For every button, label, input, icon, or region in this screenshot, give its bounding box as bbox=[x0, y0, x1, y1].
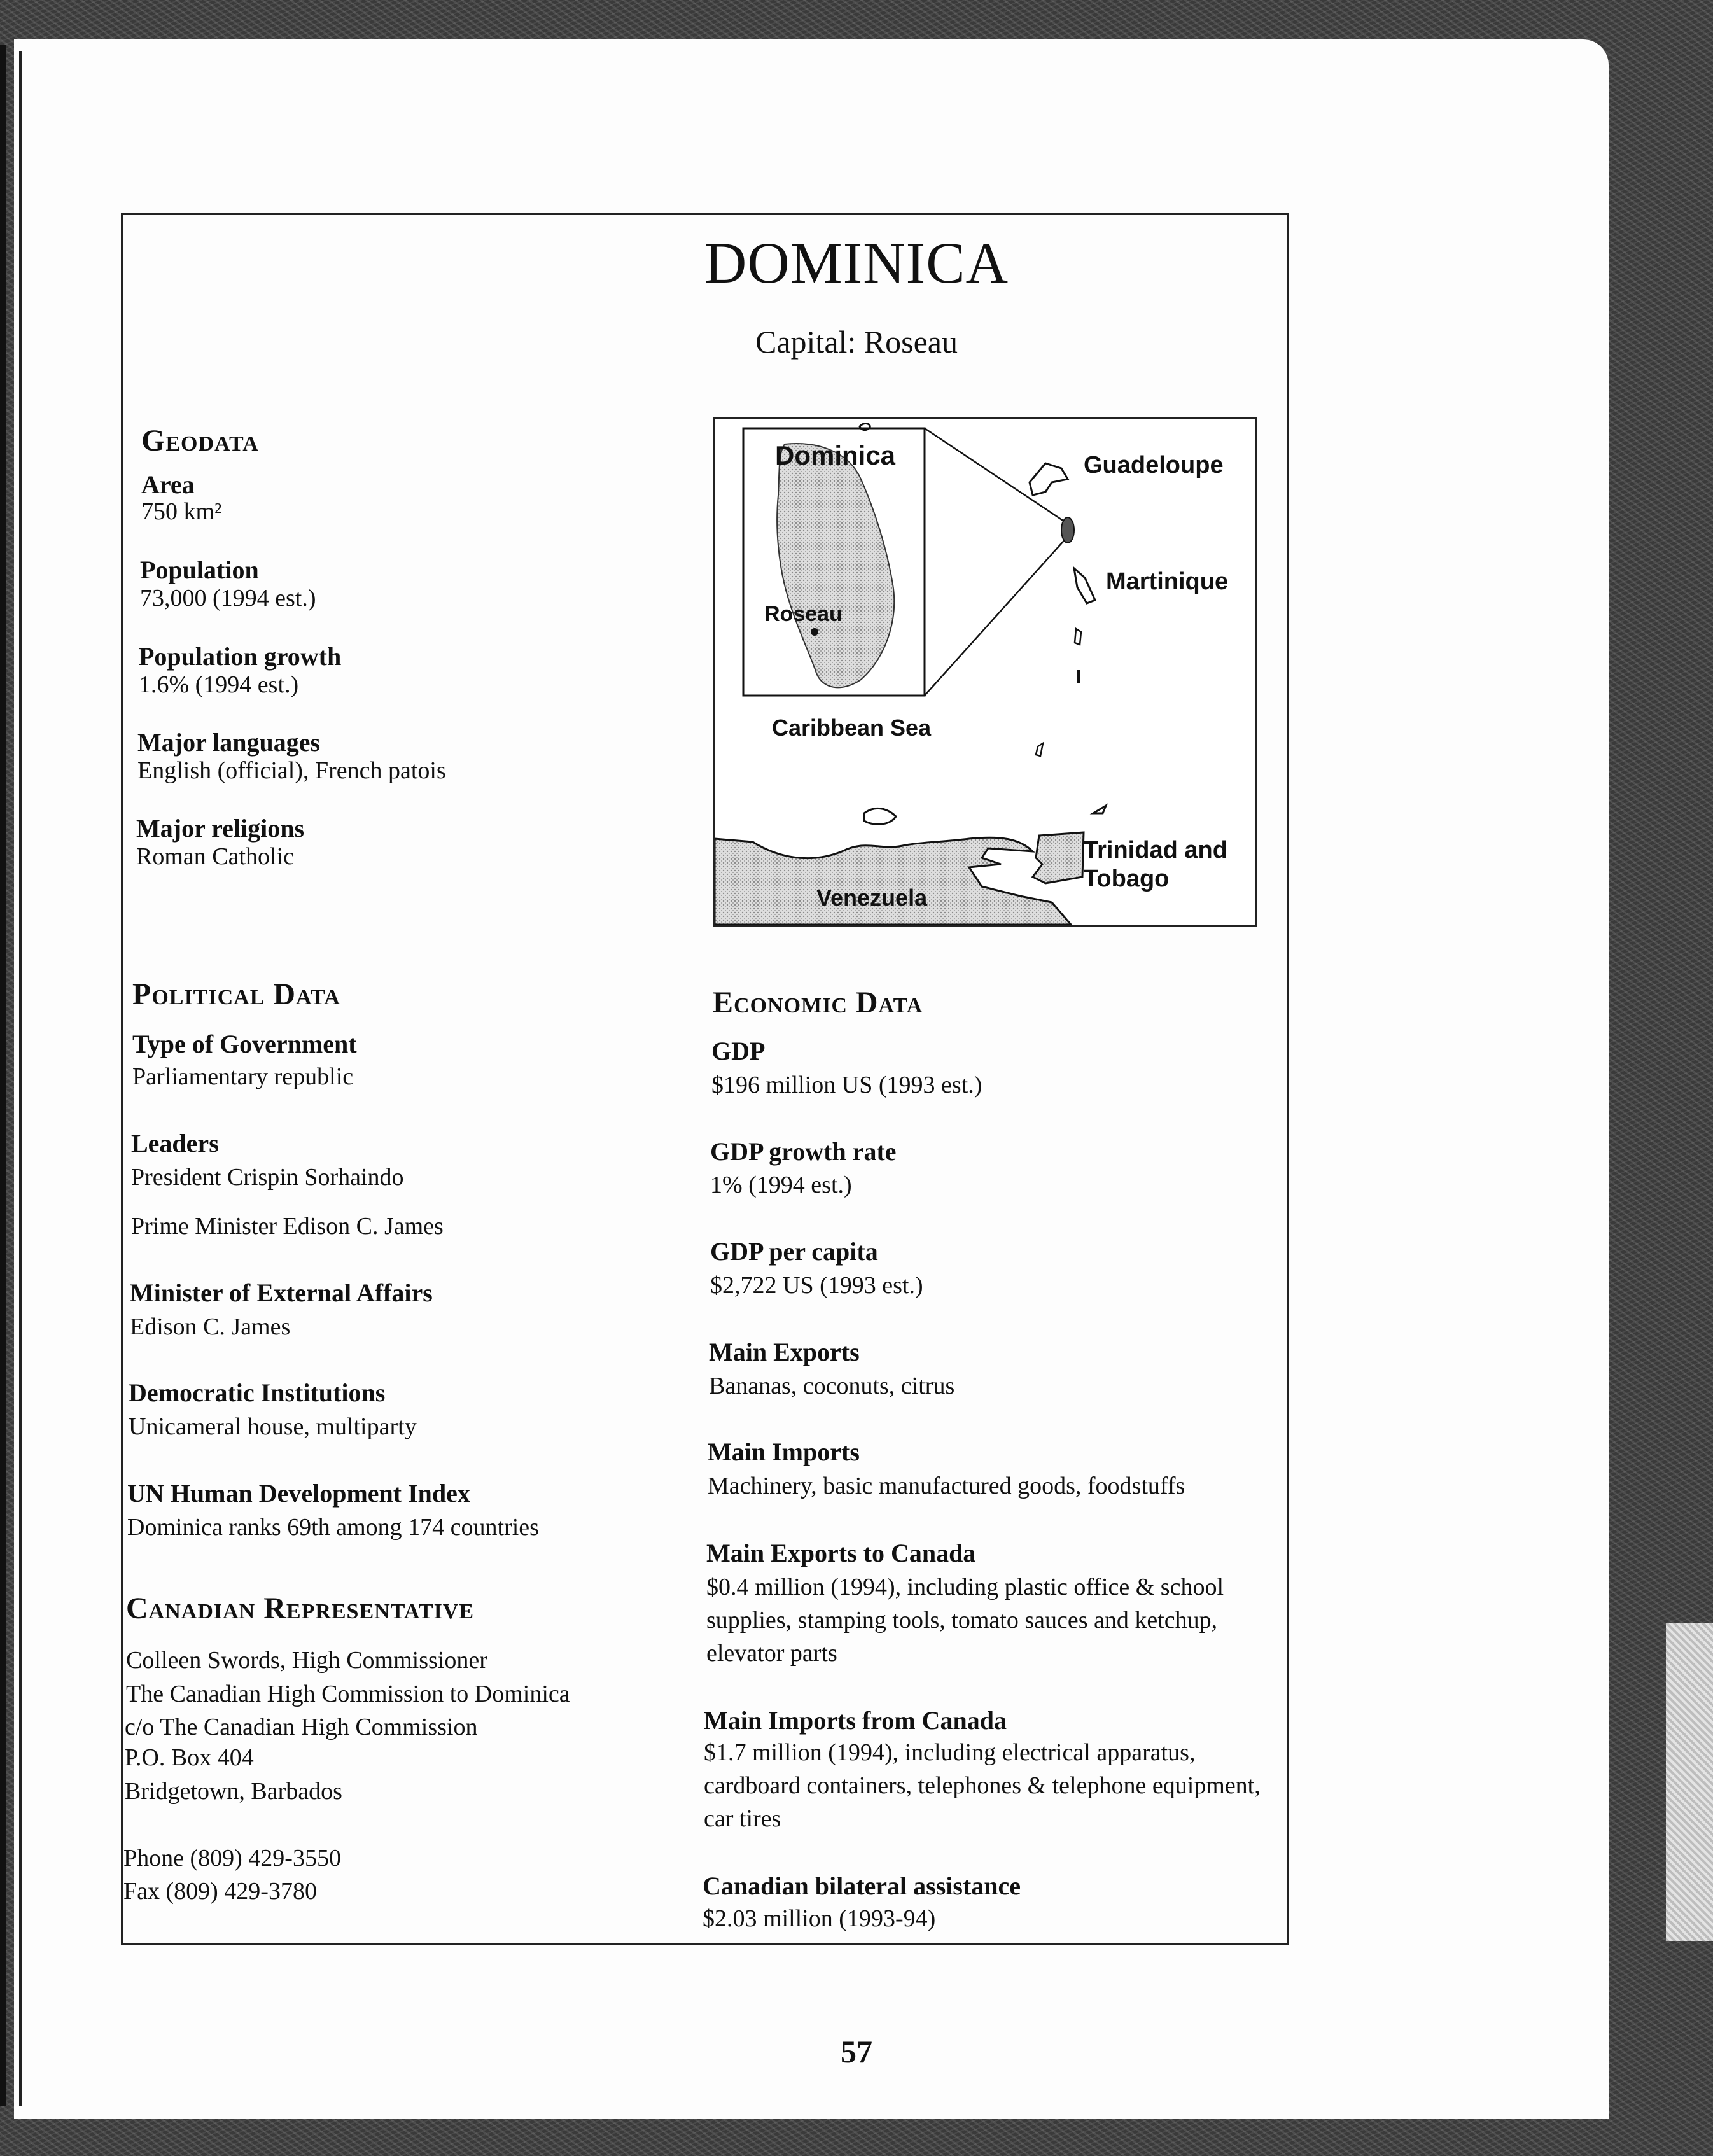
guadeloupe-island bbox=[1030, 463, 1068, 495]
institutions-value: Unicameral house, multiparty bbox=[129, 1413, 417, 1440]
exports-to-canada-value: $0.4 million (1994), including plastic office & school supplies, stamping tools, tomato sauces and ketchup, elevator parts bbox=[706, 1574, 1224, 1667]
representative-care-of: c/o The Canadian High Commission bbox=[125, 1714, 478, 1740]
trinidad-island bbox=[1033, 832, 1084, 883]
exports-to-canada-label: Main Exports to Canada bbox=[706, 1539, 976, 1567]
representative-po-box: P.O. Box 404 bbox=[125, 1744, 254, 1771]
government-type-value: Parliamentary republic bbox=[132, 1063, 354, 1090]
representative-fax: Fax (809) 429-3780 bbox=[123, 1878, 317, 1905]
region-map bbox=[713, 417, 1257, 927]
main-imports-value: Machinery, basic manufactured goods, foodstuffs bbox=[708, 1473, 1185, 1499]
representative-heading: Canadian Representative bbox=[126, 1592, 475, 1625]
gdp-value: $196 million US (1993 est.) bbox=[711, 1072, 982, 1098]
languages-label: Major languages bbox=[137, 728, 321, 757]
leaders-label: Leaders bbox=[131, 1129, 219, 1158]
religions-label: Major religions bbox=[136, 814, 305, 843]
main-exports-label: Main Exports bbox=[709, 1338, 860, 1366]
gdp-per-capita-label: GDP per capita bbox=[710, 1237, 878, 1266]
venezuela-label: Venezuela bbox=[816, 885, 928, 911]
leader-prime-minister: Prime Minister Edison C. James bbox=[131, 1213, 444, 1240]
roseau-marker bbox=[811, 628, 818, 636]
hdi-value: Dominica ranks 69th among 174 countries bbox=[127, 1514, 539, 1541]
government-type-label: Type of Government bbox=[132, 1030, 357, 1058]
religions-value: Roman Catholic bbox=[136, 843, 295, 870]
roseau-map-label: Roseau bbox=[764, 602, 843, 626]
dominica-map-label: Dominica bbox=[775, 440, 896, 470]
representative-city: Bridgetown, Barbados bbox=[125, 1778, 342, 1805]
imports-from-canada-label: Main Imports from Canada bbox=[704, 1706, 1007, 1735]
scan-artifact bbox=[1666, 1623, 1713, 1941]
bilateral-assistance-label: Canadian bilateral assistance bbox=[703, 1872, 1021, 1900]
martinique-island bbox=[1074, 568, 1095, 603]
institutions-label: Democratic Institutions bbox=[129, 1378, 386, 1407]
leader-president: President Crispin Sorhaindo bbox=[131, 1164, 404, 1191]
dominica-island bbox=[777, 444, 894, 687]
bilateral-assistance-value: $2.03 million (1993-94) bbox=[703, 1905, 936, 1932]
hdi-label: UN Human Development Index bbox=[127, 1479, 470, 1508]
population-growth-label: Population growth bbox=[139, 642, 342, 671]
languages-value: English (official), French patois bbox=[137, 757, 446, 784]
geodata-heading: Geodata bbox=[141, 424, 259, 458]
venezuela-coast bbox=[715, 837, 1071, 925]
economic-heading: Economic Data bbox=[713, 986, 923, 1019]
trinidad-label-2: Tobago bbox=[1084, 865, 1170, 892]
minister-value: Edison C. James bbox=[130, 1313, 291, 1340]
page-title: DOMINICA bbox=[704, 230, 1009, 295]
representative-name: Colleen Swords, High Commissioner bbox=[126, 1647, 487, 1674]
gdp-per-capita-value: $2,722 US (1993 est.) bbox=[710, 1272, 923, 1299]
gdp-label: GDP bbox=[711, 1037, 766, 1065]
martinique-label: Martinique bbox=[1106, 568, 1229, 595]
gdp-growth-label: GDP growth rate bbox=[710, 1137, 897, 1166]
trinidad-label-1: Trinidad and bbox=[1084, 837, 1227, 864]
population-label: Population bbox=[140, 556, 259, 584]
minister-label: Minister of External Affairs bbox=[130, 1278, 433, 1307]
population-growth-value: 1.6% (1994 est.) bbox=[139, 671, 299, 698]
political-heading: Political Data bbox=[132, 977, 340, 1011]
representative-office: The Canadian High Commission to Dominica bbox=[126, 1681, 570, 1707]
imports-from-canada-value: $1.7 million (1994), including electrical apparatus, cardboard containers, telephones & telephone equipment, car tires bbox=[704, 1739, 1261, 1832]
main-exports-value: Bananas, coconuts, citrus bbox=[709, 1373, 955, 1399]
area-label: Area bbox=[141, 470, 195, 499]
area-value: 750 km² bbox=[141, 498, 222, 525]
capital-line: Capital: Roseau bbox=[755, 324, 958, 360]
guadeloupe-label: Guadeloupe bbox=[1084, 452, 1224, 479]
main-imports-label: Main Imports bbox=[708, 1438, 860, 1466]
representative-phone: Phone (809) 429-3550 bbox=[123, 1845, 341, 1872]
page-number: 57 bbox=[841, 2034, 872, 2069]
population-value: 73,000 (1994 est.) bbox=[140, 585, 316, 612]
gdp-growth-value: 1% (1994 est.) bbox=[710, 1172, 852, 1198]
caribbean-sea-label: Caribbean Sea bbox=[772, 715, 932, 741]
